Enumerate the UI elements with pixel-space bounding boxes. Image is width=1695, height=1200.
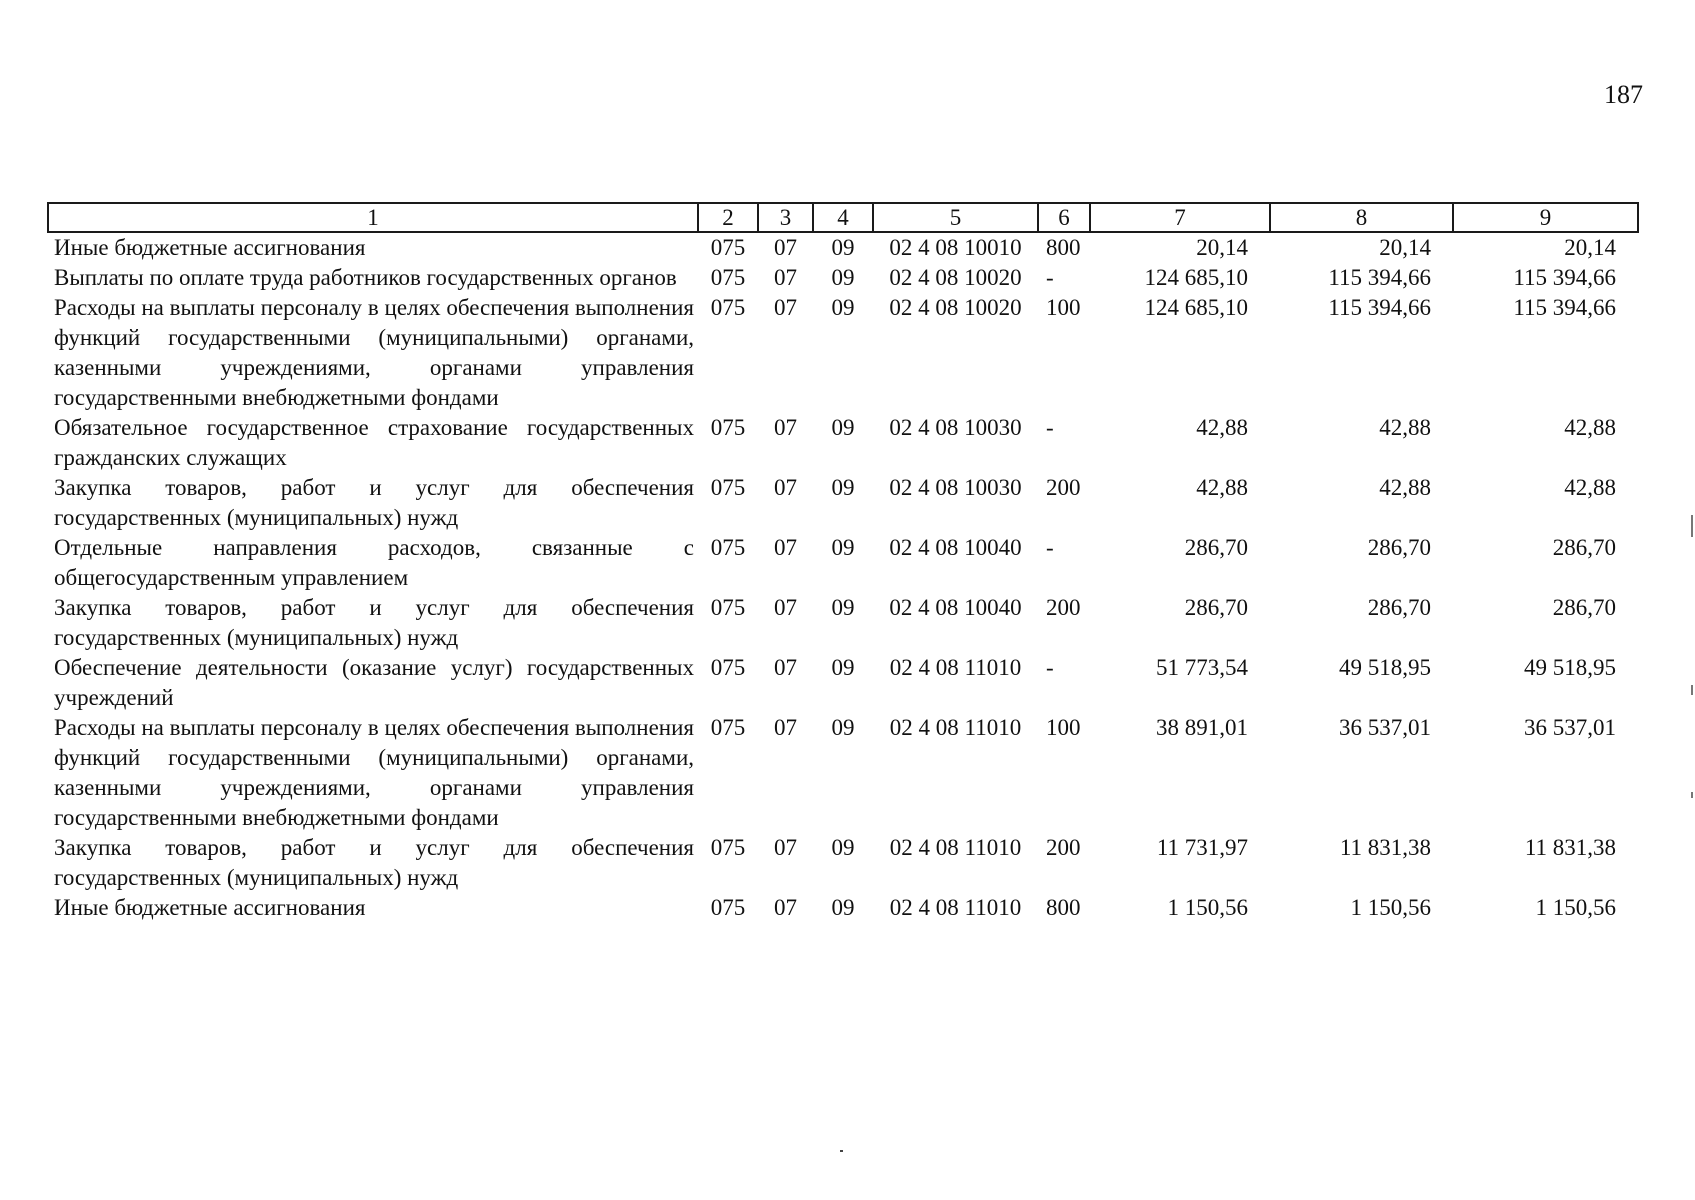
row-amount-col9: 11 831,38 bbox=[1524, 835, 1616, 860]
table-header-row bbox=[48, 203, 1638, 232]
row-subsection-code: 09 bbox=[831, 655, 855, 680]
row-amount-col7: 286,70 bbox=[1184, 535, 1248, 560]
column-header-9: 9 bbox=[1453, 203, 1638, 232]
row-amount-col9: 1 150,56 bbox=[1535, 895, 1616, 920]
table-row bbox=[48, 473, 1638, 533]
scan-speck bbox=[840, 1150, 843, 1152]
row-ministry-code: 075 bbox=[710, 835, 746, 860]
row-amount-col7: 1 150,56 bbox=[1167, 895, 1248, 920]
row-subsection-code: 09 bbox=[831, 415, 855, 440]
row-name: Отдельные направления расходов, связанные с общегосударственным управлением bbox=[54, 535, 694, 590]
row-amount-col8: 36 537,01 bbox=[1339, 715, 1431, 740]
row-expense-type: 100 bbox=[1046, 295, 1081, 320]
table-row bbox=[48, 232, 1638, 263]
row-name: Обязательное государственное страхование государственных гражданских служащих bbox=[54, 415, 694, 470]
row-amount-col9: 20,14 bbox=[1564, 235, 1616, 260]
budget-table bbox=[47, 202, 1639, 923]
row-name: Закупка товаров, работ и услуг для обеспечения государственных (муниципальных) нужд bbox=[54, 595, 694, 650]
row-target-code: 02 4 08 10030 bbox=[889, 475, 1022, 500]
row-amount-col9: 115 394,66 bbox=[1513, 265, 1616, 290]
row-target-code: 02 4 08 10040 bbox=[889, 535, 1022, 560]
row-ministry-code: 075 bbox=[710, 415, 746, 440]
row-amount-col8: 42,88 bbox=[1379, 415, 1431, 440]
row-section-code: 07 bbox=[774, 835, 797, 860]
row-section-code: 07 bbox=[774, 715, 797, 740]
row-section-code: 07 bbox=[774, 595, 797, 620]
row-expense-type: 200 bbox=[1046, 835, 1081, 860]
row-name: Закупка товаров, работ и услуг для обеспечения государственных (муниципальных) нужд bbox=[54, 835, 694, 890]
row-amount-col7: 124 685,10 bbox=[1144, 265, 1248, 290]
row-ministry-code: 075 bbox=[710, 235, 746, 260]
table-row bbox=[48, 653, 1638, 713]
scan-edge-mark bbox=[1691, 685, 1693, 695]
row-subsection-code: 09 bbox=[831, 475, 855, 500]
row-amount-col7: 124 685,10 bbox=[1144, 295, 1248, 320]
column-header-5: 5 bbox=[873, 203, 1038, 232]
row-amount-col9: 49 518,95 bbox=[1524, 655, 1616, 680]
row-target-code: 02 4 08 11010 bbox=[889, 895, 1022, 920]
row-subsection-code: 09 bbox=[831, 715, 855, 740]
row-ministry-code: 075 bbox=[710, 715, 746, 740]
row-ministry-code: 075 bbox=[710, 535, 746, 560]
row-expense-type: 200 bbox=[1046, 475, 1081, 500]
row-amount-col7: 42,88 bbox=[1196, 415, 1248, 440]
row-expense-type: - bbox=[1046, 415, 1054, 440]
column-header-2: 2 bbox=[698, 203, 758, 232]
row-section-code: 07 bbox=[774, 235, 797, 260]
row-target-code: 02 4 08 10040 bbox=[889, 595, 1022, 620]
row-subsection-code: 09 bbox=[831, 295, 855, 320]
row-amount-col7: 42,88 bbox=[1196, 475, 1248, 500]
row-target-code: 02 4 08 11010 bbox=[889, 835, 1022, 860]
table-row bbox=[48, 893, 1638, 923]
row-amount-col8: 286,70 bbox=[1367, 595, 1431, 620]
row-amount-col8: 115 394,66 bbox=[1328, 295, 1431, 320]
row-amount-col9: 286,70 bbox=[1552, 595, 1616, 620]
row-amount-col8: 42,88 bbox=[1379, 475, 1431, 500]
scan-edge-mark bbox=[1691, 792, 1693, 798]
row-name: Иные бюджетные ассигнования bbox=[54, 235, 366, 260]
row-target-code: 02 4 08 10030 bbox=[889, 415, 1022, 440]
row-amount-col9: 115 394,66 bbox=[1513, 295, 1616, 320]
row-amount-col9: 42,88 bbox=[1564, 415, 1616, 440]
row-amount-col8: 1 150,56 bbox=[1350, 895, 1431, 920]
table-row bbox=[48, 263, 1638, 293]
column-header-3: 3 bbox=[758, 203, 813, 232]
column-header-7: 7 bbox=[1090, 203, 1270, 232]
row-target-code: 02 4 08 11010 bbox=[889, 715, 1022, 740]
row-amount-col7: 38 891,01 bbox=[1156, 715, 1248, 740]
row-expense-type: 800 bbox=[1046, 235, 1081, 260]
row-ministry-code: 075 bbox=[710, 475, 746, 500]
row-amount-col7: 20,14 bbox=[1196, 235, 1248, 260]
row-subsection-code: 09 bbox=[831, 235, 855, 260]
row-section-code: 07 bbox=[774, 475, 797, 500]
row-ministry-code: 075 bbox=[710, 655, 746, 680]
scan-edge-mark bbox=[1691, 515, 1693, 537]
row-subsection-code: 09 bbox=[831, 535, 855, 560]
row-name: Выплаты по оплате труда работников государственных органов bbox=[54, 265, 677, 290]
row-expense-type: 800 bbox=[1046, 895, 1081, 920]
row-expense-type: 100 bbox=[1046, 715, 1081, 740]
row-subsection-code: 09 bbox=[831, 265, 855, 290]
row-name: Обеспечение деятельности (оказание услуг) государственных учреждений bbox=[54, 655, 694, 710]
row-expense-type: - bbox=[1046, 535, 1054, 560]
row-target-code: 02 4 08 10010 bbox=[889, 235, 1022, 260]
page-number: 187 bbox=[1604, 80, 1643, 109]
column-header-6: 6 bbox=[1038, 203, 1090, 232]
row-amount-col8: 11 831,38 bbox=[1339, 835, 1431, 860]
row-expense-type: - bbox=[1046, 655, 1054, 680]
row-amount-col7: 51 773,54 bbox=[1156, 655, 1248, 680]
row-section-code: 07 bbox=[774, 295, 797, 320]
row-ministry-code: 075 bbox=[710, 265, 746, 290]
row-section-code: 07 bbox=[774, 415, 797, 440]
row-ministry-code: 075 bbox=[710, 595, 746, 620]
table-row bbox=[48, 713, 1638, 833]
row-name: Расходы на выплаты персоналу в целях обеспечения выполнения функций государственными (муниципальными) органами, казенными учреждениями, органами управления государственными внебюджетными фондами bbox=[54, 715, 694, 830]
row-subsection-code: 09 bbox=[831, 835, 855, 860]
row-amount-col9: 36 537,01 bbox=[1524, 715, 1616, 740]
row-amount-col8: 115 394,66 bbox=[1328, 265, 1431, 290]
row-name: Закупка товаров, работ и услуг для обеспечения государственных (муниципальных) нужд bbox=[54, 475, 694, 530]
row-ministry-code: 075 bbox=[710, 895, 746, 920]
row-section-code: 07 bbox=[774, 655, 797, 680]
row-name: Иные бюджетные ассигнования bbox=[54, 895, 366, 920]
column-header-8: 8 bbox=[1270, 203, 1453, 232]
row-amount-col8: 20,14 bbox=[1379, 235, 1431, 260]
row-target-code: 02 4 08 10020 bbox=[889, 295, 1022, 320]
row-expense-type: 200 bbox=[1046, 595, 1081, 620]
row-amount-col8: 286,70 bbox=[1367, 535, 1431, 560]
table-row bbox=[48, 593, 1638, 653]
row-ministry-code: 075 bbox=[710, 295, 746, 320]
row-subsection-code: 09 bbox=[831, 595, 855, 620]
row-section-code: 07 bbox=[774, 265, 797, 290]
table-row bbox=[48, 413, 1638, 473]
row-name: Расходы на выплаты персоналу в целях обеспечения выполнения функций государственными (муниципальными) органами, казенными учреждениями, органами управления государственными внебюджетными фондами bbox=[54, 295, 694, 410]
row-target-code: 02 4 08 11010 bbox=[889, 655, 1022, 680]
table-row bbox=[48, 533, 1638, 593]
row-amount-col7: 286,70 bbox=[1184, 595, 1248, 620]
row-amount-col8: 49 518,95 bbox=[1339, 655, 1431, 680]
table-row bbox=[48, 833, 1638, 893]
row-amount-col9: 42,88 bbox=[1564, 475, 1616, 500]
column-header-1: 1 bbox=[48, 203, 698, 232]
row-subsection-code: 09 bbox=[831, 895, 855, 920]
column-header-4: 4 bbox=[813, 203, 873, 232]
table-row bbox=[48, 293, 1638, 413]
row-target-code: 02 4 08 10020 bbox=[889, 265, 1022, 290]
row-section-code: 07 bbox=[774, 535, 797, 560]
row-section-code: 07 bbox=[774, 895, 797, 920]
row-amount-col9: 286,70 bbox=[1552, 535, 1616, 560]
row-amount-col7: 11 731,97 bbox=[1156, 835, 1248, 860]
row-expense-type: - bbox=[1046, 265, 1054, 290]
